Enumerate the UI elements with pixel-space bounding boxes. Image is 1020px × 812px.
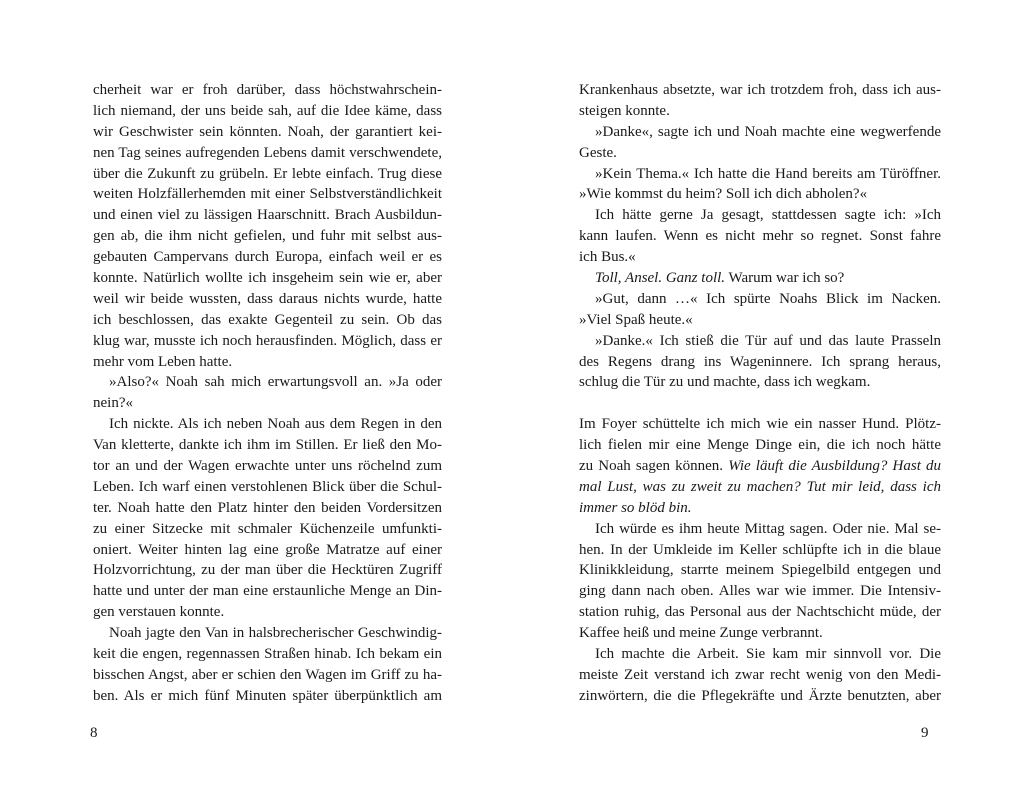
text-line: Im Foyer schüttelte ich mich wie ein nasser Hund. Plötz- xyxy=(579,416,941,433)
text-line: hen. In der Umkleide im Keller schlüpfte ich in die blaue xyxy=(579,541,941,558)
text-line: ich Bus.« xyxy=(579,249,636,266)
section-break xyxy=(579,393,941,414)
text-line: Ich nickte. Als ich neben Noah aus dem Regen in den xyxy=(109,416,442,433)
text-line: keit die engen, regennassen Straßen hinab. Ich bekam ein xyxy=(93,646,442,663)
text-line: bisschen Angst, aber er schien den Wagen im Griff zu ha- xyxy=(93,666,442,683)
text-line: schlug die Tür zu und machte, dass ich wegkam. xyxy=(579,374,871,391)
text-line: Toll, Ansel. Ganz toll. Warum war ich so? xyxy=(595,270,845,287)
text-line: nein?« xyxy=(93,395,133,412)
text-line: des Regens drang ins Wageninnere. Ich sprang heraus, xyxy=(579,353,941,370)
text-line: oniert. Weiter hinten lag eine große Matratze auf einer xyxy=(93,541,442,558)
text-line: hatte und unter der man eine erstaunliche Menge an Din- xyxy=(93,583,442,600)
text-line: über die Zukunft zu grübeln. Er lebte einfach. Trug diese xyxy=(93,165,442,182)
text-line: Klinikkleidung, starrte meinem Spiegelbild entgegen und xyxy=(579,562,941,579)
text-line: mehr vom Leben hatte. xyxy=(93,353,233,370)
left-page-text xyxy=(93,80,442,707)
text-line: steigen konnte. xyxy=(579,102,670,119)
text-line: ben. Als er mich fünf Minuten später überpünktlich am xyxy=(93,687,442,704)
text-line: ging dann nach oben. Alles war wie immer. Die Intensiv- xyxy=(579,583,941,600)
text-line: nen Tag seines aufregenden Lebens damit verschwendete, xyxy=(93,144,442,161)
text-line: zu Noah sagen können. Wie läuft die Ausbildung? Hast du xyxy=(579,458,941,475)
text-line: Kaffee heiß und meine Zunge verbrannt. xyxy=(579,625,823,642)
text-line: »Also?« Noah sah mich erwartungsvoll an. »Ja oder xyxy=(109,374,442,391)
page-number-left: 8 xyxy=(90,725,98,741)
text-line: »Viel Spaß heute.« xyxy=(579,311,693,328)
text-line: gen verstauen konnte. xyxy=(93,604,225,621)
text-line: weiten Holzfällerhemden mit einer Selbstverständlichkeit xyxy=(93,186,442,203)
text-line: konnte. Natürlich wollte ich insgeheim sein wie er, aber xyxy=(93,270,442,287)
text-line: lich niemand, der uns beide sah, auf die Idee käme, dass xyxy=(93,102,442,119)
text-line: cherheit war er froh darüber, dass höchstwahrschein- xyxy=(93,82,442,98)
text-line: gen ab, die ihm nicht gefielen, und fuhr mit selbst aus- xyxy=(93,228,442,245)
text-line: meiste Zeit verstand ich zwar recht wenig von den Medi- xyxy=(579,666,941,683)
text-line: lich fielen mir eine Menge Dinge ein, die ich noch hätte xyxy=(579,437,941,454)
text-line: »Gut, dann …« Ich spürte Noahs Blick im Nacken. xyxy=(595,290,941,307)
text-line: Leben. Ich warf einen verstohlenen Blick über die Schul- xyxy=(93,478,442,495)
page-number-right: 9 xyxy=(921,725,929,741)
text-line: wir Geschwister sein könnten. Noah, der garantiert kei- xyxy=(93,123,442,140)
text-line: tor an und der Wagen erwachte unter uns röchelnd zum xyxy=(93,458,442,475)
text-line: Holzvorrichtung, zu der man über die Hecktüren Zugriff xyxy=(93,562,442,579)
text-line: gebauten Campervans durch Europa, einfach weil er es xyxy=(93,249,442,266)
text-line: Ich würde es ihm heute Mittag sagen. Oder nie. Mal se- xyxy=(595,520,941,537)
text-line: mal Lust, was zu zweit zu machen? Tut mir leid, dass ich xyxy=(579,478,941,495)
right-page xyxy=(510,0,1020,812)
text-line: zinwörtern, die die Pflegekräfte und Ärzte benutzten, aber xyxy=(579,687,941,704)
text-line: Noah jagte den Van in halsbrecherischer Geschwindig- xyxy=(109,625,442,642)
text-line: Geste. xyxy=(579,144,617,161)
text-line: »Kein Thema.« Ich hatte die Hand bereits am Türöffner. xyxy=(595,165,941,182)
text-line: »Danke«, sagte ich und Noah machte eine wegwerfende xyxy=(595,123,941,140)
text-line: ich beschlossen, das exakte Gegenteil zu sein. Ob das xyxy=(93,311,442,328)
text-line: immer so blöd bin. xyxy=(579,499,692,516)
text-line: station ruhig, das Personal aus der Nachtschicht müde, der xyxy=(579,604,941,621)
text-line: »Danke.« Ich stieß die Tür auf und das laute Prasseln xyxy=(595,332,941,349)
text-line: Ich machte die Arbeit. Sie kam mir sinnvoll vor. Die xyxy=(595,646,941,663)
text-line: kann laufen. Wenn es nicht mehr so regnet. Sonst fahre xyxy=(579,228,941,245)
text-line: »Wie kommst du heim? Soll ich dich abholen?« xyxy=(579,186,868,203)
text-line: ter. Noah hatte den Platz hinter den beiden Vordersitzen xyxy=(93,499,442,516)
right-page-text xyxy=(579,80,941,707)
text-line: Krankenhaus absetzte, war ich trotzdem froh, dass ich aus- xyxy=(579,82,941,98)
text-line: und einen viel zu lässigen Haarschnitt. Brach Ausbildun- xyxy=(93,207,442,224)
text-line: klug war, musste ich noch herausfinden. Möglich, dass er xyxy=(93,332,442,349)
text-line: Ich hätte gerne Ja gesagt, stattdessen sagte ich: »Ich xyxy=(595,207,941,224)
text-line: Van kletterte, dankte ich ihm im Stillen. Er ließ den Mo- xyxy=(93,437,442,454)
text-line: zu einer Sitzecke mit schmaler Küchenzeile umfunkti- xyxy=(93,520,442,537)
text-line: weil wir beide wussten, dass daraus nichts wurde, hatte xyxy=(93,290,442,307)
